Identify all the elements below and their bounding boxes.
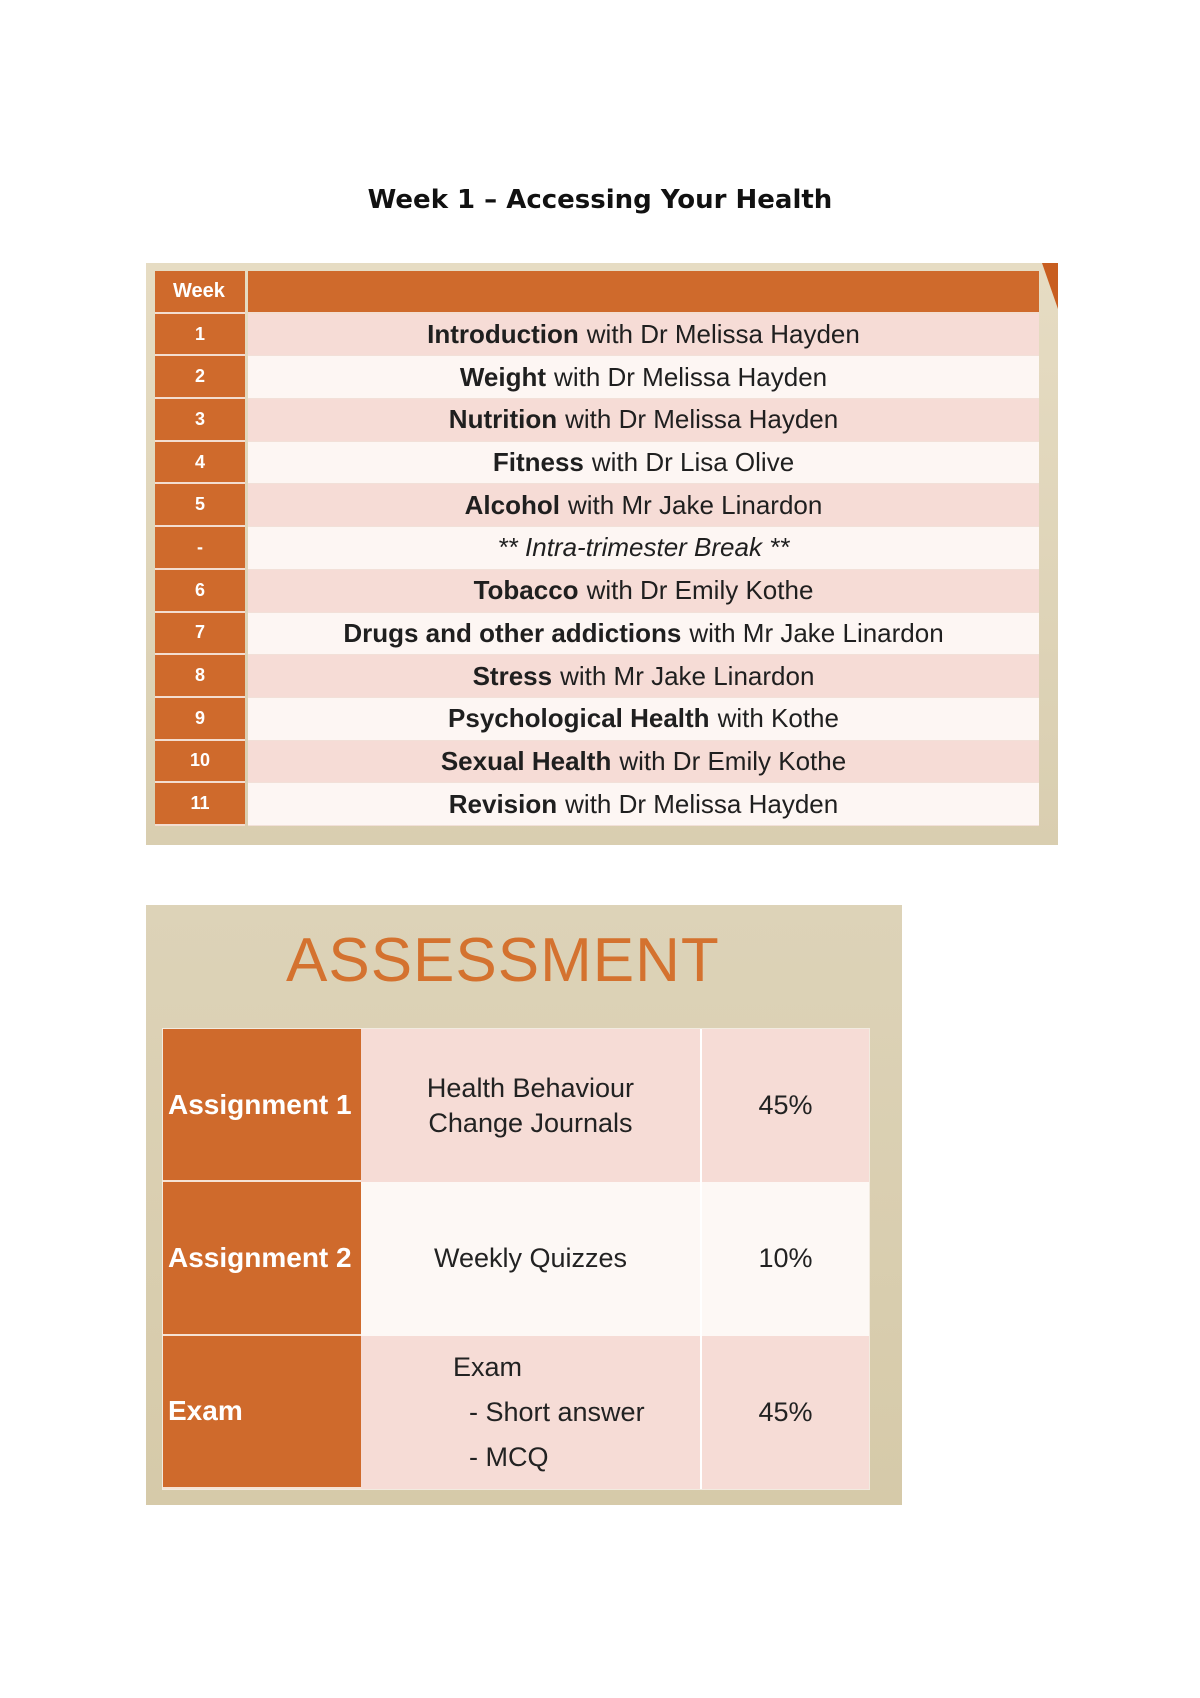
week-number: 1 [155,314,245,357]
topic-presenter: with Dr Melissa Hayden [586,319,860,350]
topic-presenter: with Dr Melissa Hayden [565,788,839,819]
topic-column-header [248,271,1039,314]
topic-title: Weight [459,361,547,392]
week-number: 8 [155,655,245,698]
schedule-row [155,314,1039,357]
topic-title: Sexual Health [440,745,612,776]
week-number: 5 [155,484,245,527]
assessment-description [361,1336,702,1489]
topic-title: Fitness [492,447,584,478]
schedule-row-break [155,527,1039,570]
description-bullet: - Short answer [469,1396,645,1427]
description-line: Exam [453,1351,523,1382]
schedule-row [155,399,1039,442]
week-number: 3 [155,399,245,442]
break-text: ** Intra-trimester Break ** [497,532,790,563]
week-number: 7 [155,613,245,656]
description-line: Change Journals [428,1107,633,1138]
schedule-row [155,655,1039,698]
topic-title: Psychological Health [448,703,710,734]
assessment-slide [146,905,902,1505]
schedule-row [155,442,1039,485]
assessment-description [361,1029,702,1182]
week-column-header: Week [155,271,245,314]
topic-presenter: with Kothe [717,703,839,734]
week-number: 10 [155,741,245,784]
topic-presenter: with Dr Lisa Olive [591,447,795,478]
description-line: Health Behaviour [426,1072,635,1103]
week-number: 2 [155,356,245,399]
topic-title: Tobacco [473,575,579,606]
schedule-table [155,271,1039,826]
session-topic [248,484,1039,527]
session-topic [248,356,1039,399]
assessment-weight: 45% [702,1029,869,1182]
assessment-label: Exam [163,1336,361,1489]
session-topic [248,399,1039,442]
week-number: 6 [155,570,245,613]
topic-presenter: with Dr Emily Kothe [619,745,847,776]
topic-presenter: with Mr Jake Linardon [568,489,823,520]
topic-title: Drugs and other addictions [343,617,682,648]
page-title: Week 1 – Accessing Your Health [367,185,833,215]
schedule-slide [146,263,1058,845]
session-topic [248,655,1039,698]
session-topic [248,314,1039,357]
assessment-heading: ASSESSMENT [286,926,720,995]
session-topic [248,698,1039,741]
assessment-description: Weekly Quizzes [361,1182,702,1335]
session-topic [248,442,1039,485]
topic-title: Revision [448,788,558,819]
assessment-weight: 45% [702,1336,869,1489]
description-bullet: - MCQ [469,1441,549,1472]
week-number: 4 [155,442,245,485]
schedule-row [155,783,1039,826]
week-number: 11 [155,783,245,826]
session-topic [248,783,1039,826]
schedule-row [155,698,1039,741]
topic-title: Nutrition [448,404,558,435]
assessment-weight: 10% [702,1182,869,1335]
topic-title: Stress [472,660,553,691]
schedule-row [155,741,1039,784]
assessment-label: Assignment 2 [163,1182,361,1335]
topic-presenter: with Dr Emily Kothe [586,575,814,606]
session-topic [248,741,1039,784]
week-number: - [155,527,245,570]
assessment-row [163,1029,869,1182]
schedule-header-row [155,271,1039,314]
topic-presenter: with Dr Melissa Hayden [565,404,839,435]
assessment-row [163,1182,869,1335]
topic-title: Alcohol [464,489,560,520]
topic-presenter: with Mr Jake Linardon [689,617,944,648]
assessment-table [162,1028,870,1490]
assessment-label: Assignment 1 [163,1029,361,1182]
topic-presenter: with Dr Melissa Hayden [554,361,828,392]
break-label [248,527,1039,570]
week-number: 9 [155,698,245,741]
slide-corner-decoration [1042,263,1058,309]
schedule-row [155,356,1039,399]
topic-presenter: with Mr Jake Linardon [560,660,815,691]
assessment-row [163,1336,869,1489]
topic-title: Introduction [427,319,579,350]
session-topic [248,570,1039,613]
schedule-row [155,613,1039,656]
session-topic [248,613,1039,656]
schedule-row [155,484,1039,527]
schedule-row [155,570,1039,613]
